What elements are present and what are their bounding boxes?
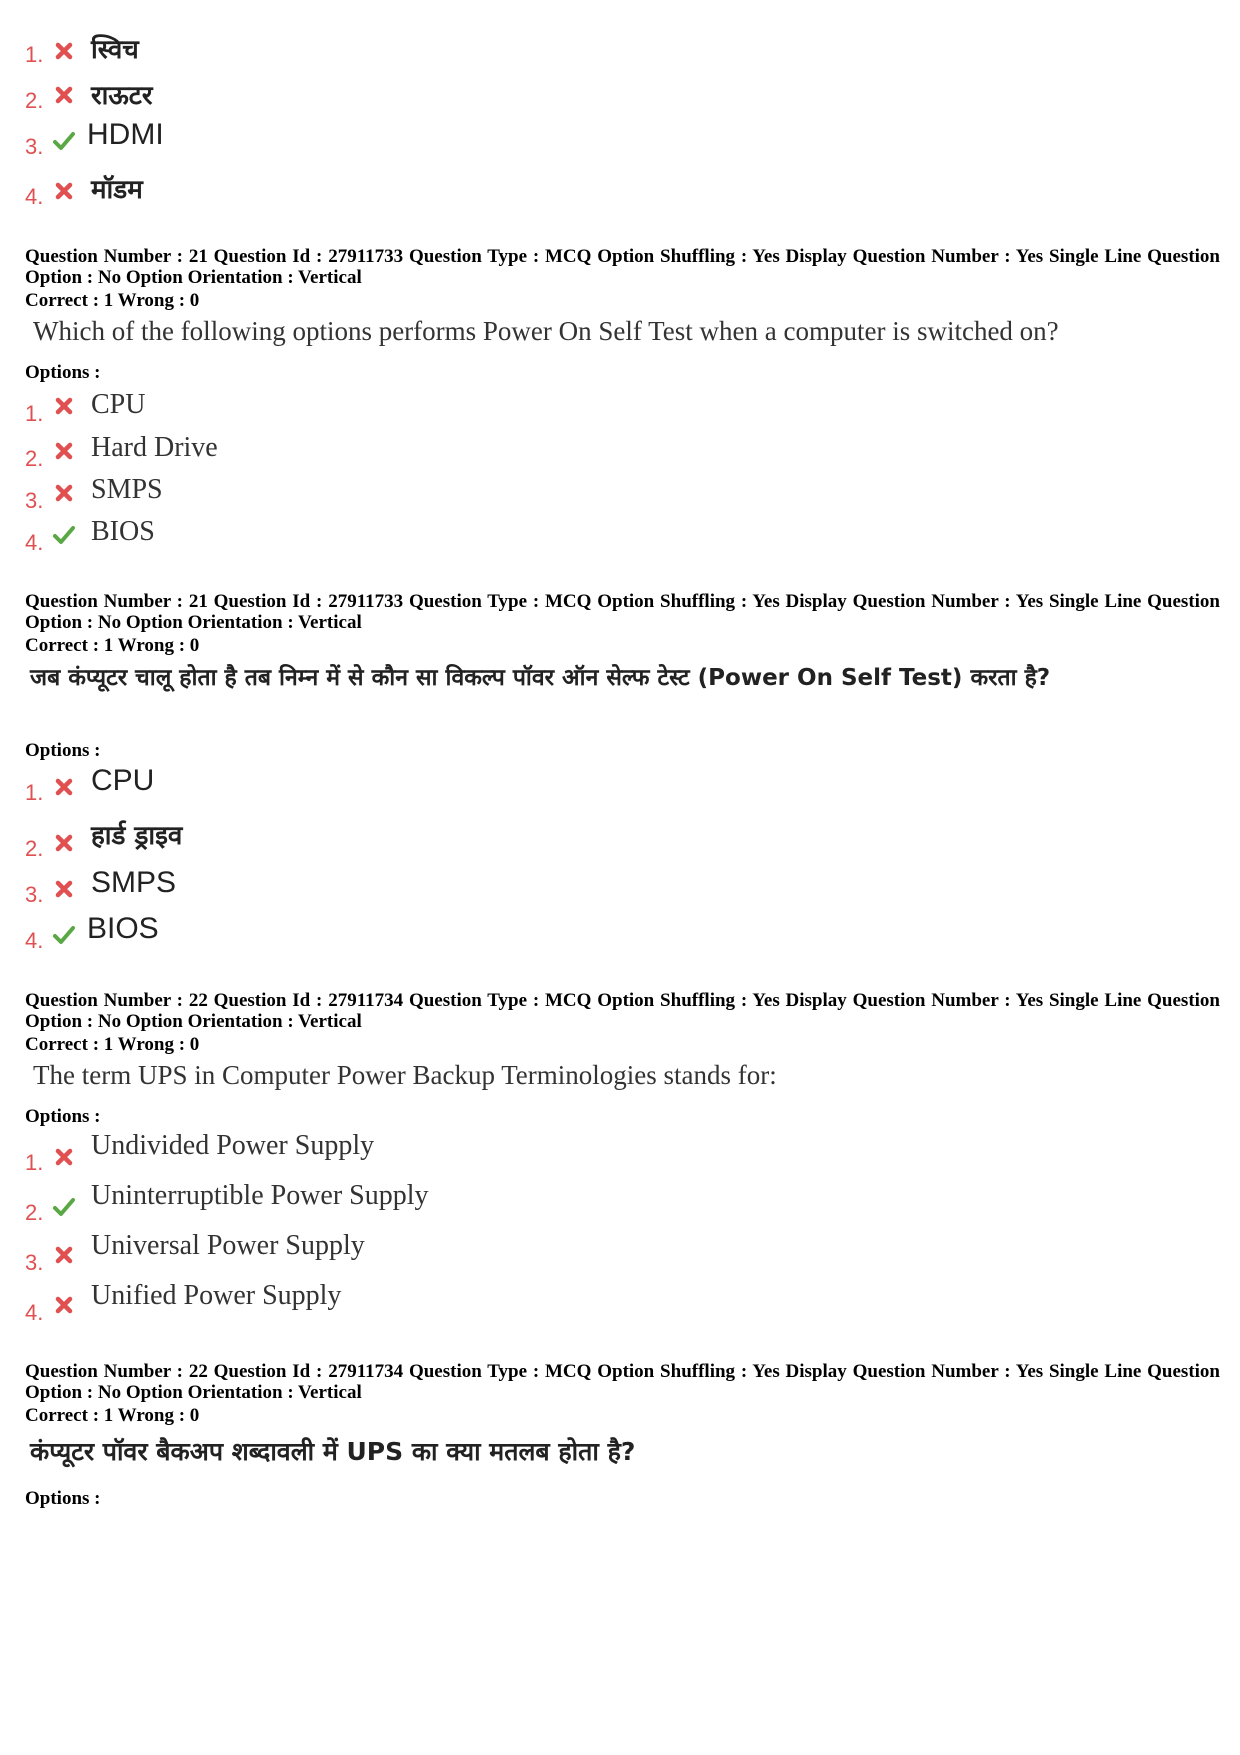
option-text: CPU xyxy=(91,764,155,797)
option-text: Uninterruptible Power Supply xyxy=(91,1180,429,1211)
option-text: मॉडम xyxy=(91,175,143,205)
option-text: SMPS xyxy=(91,866,177,899)
question-text: Which of the following options performs Power On Self Test when a computer is switched on? xyxy=(33,316,1059,346)
option-text: Hard Drive xyxy=(91,432,218,463)
option-number: 2. xyxy=(25,1200,44,1225)
option-number: 1. xyxy=(25,780,44,805)
wrong-icon xyxy=(53,832,75,854)
question-score: Correct : 1 Wrong : 0 xyxy=(25,1405,200,1426)
option-text: Unified Power Supply xyxy=(91,1280,342,1311)
option-number: 3. xyxy=(25,1250,44,1275)
option-number: 1. xyxy=(25,401,44,426)
question-score: Correct : 1 Wrong : 0 xyxy=(25,635,200,656)
option-number: 4. xyxy=(25,1300,44,1325)
option-number: 2. xyxy=(25,836,44,861)
option-number: 3. xyxy=(25,488,44,513)
option-text: HDMI xyxy=(87,118,164,151)
check-icon xyxy=(53,524,75,546)
question-text: कंप्यूटर पॉवर बैकअप शब्दावली में UPS का क्या मतलब होता है? xyxy=(30,1437,636,1466)
check-icon xyxy=(53,924,75,946)
wrong-icon xyxy=(53,776,75,798)
option-number: 2. xyxy=(25,88,44,113)
wrong-icon xyxy=(53,440,75,462)
options-label: Options : xyxy=(25,362,101,383)
question-text: जब कंप्यूटर चालू होता है तब निम्न में से कौन सा विकल्प पॉवर ऑन सेल्फ टेस्ट (Power On Self Test) करता है? xyxy=(30,665,1051,691)
wrong-icon xyxy=(53,1294,75,1316)
question-score: Correct : 1 Wrong : 0 xyxy=(25,290,200,311)
option-text: Undivided Power Supply xyxy=(91,1130,375,1161)
option-number: 2. xyxy=(25,446,44,471)
option-text: स्विच xyxy=(91,35,139,65)
option-number: 4. xyxy=(25,184,44,209)
check-icon xyxy=(53,130,75,152)
wrong-icon xyxy=(53,482,75,504)
question-text: The term UPS in Computer Power Backup Terminologies stands for: xyxy=(33,1060,777,1090)
option-number: 1. xyxy=(25,42,44,67)
wrong-icon xyxy=(53,878,75,900)
option-number: 4. xyxy=(25,530,44,555)
option-text: BIOS xyxy=(91,516,155,547)
question-score: Correct : 1 Wrong : 0 xyxy=(25,1034,200,1055)
wrong-icon xyxy=(53,40,75,62)
question-meta: Question Number : 21 Question Id : 27911733 Question Type : MCQ Option Shuffling : Yes Display Question Number : Yes Single Line Question Option : No Option Orientation : Vertical xyxy=(25,591,1220,633)
option-text: हार्ड ड्राइव xyxy=(91,821,183,851)
option-text: SMPS xyxy=(91,474,163,505)
wrong-icon xyxy=(53,180,75,202)
wrong-icon xyxy=(53,1146,75,1168)
wrong-icon xyxy=(53,84,75,106)
question-meta: Question Number : 22 Question Id : 27911734 Question Type : MCQ Option Shuffling : Yes Display Question Number : Yes Single Line Question Option : No Option Orientation : Vertical xyxy=(25,990,1220,1032)
option-text: Universal Power Supply xyxy=(91,1230,365,1261)
question-meta: Question Number : 21 Question Id : 27911733 Question Type : MCQ Option Shuffling : Yes Display Question Number : Yes Single Line Question Option : No Option Orientation : Vertical xyxy=(25,246,1220,288)
check-icon xyxy=(53,1196,75,1218)
option-number: 3. xyxy=(25,882,44,907)
options-label: Options : xyxy=(25,1488,101,1509)
option-text: राऊटर xyxy=(91,81,153,111)
options-label: Options : xyxy=(25,1106,101,1127)
options-label: Options : xyxy=(25,740,101,761)
option-number: 3. xyxy=(25,134,44,159)
option-number: 1. xyxy=(25,1150,44,1175)
option-text: BIOS xyxy=(87,912,159,945)
wrong-icon xyxy=(53,395,75,417)
option-number: 4. xyxy=(25,928,44,953)
option-text: CPU xyxy=(91,389,146,420)
question-meta: Question Number : 22 Question Id : 27911734 Question Type : MCQ Option Shuffling : Yes Display Question Number : Yes Single Line Question Option : No Option Orientation : Vertical xyxy=(25,1361,1220,1403)
wrong-icon xyxy=(53,1244,75,1266)
